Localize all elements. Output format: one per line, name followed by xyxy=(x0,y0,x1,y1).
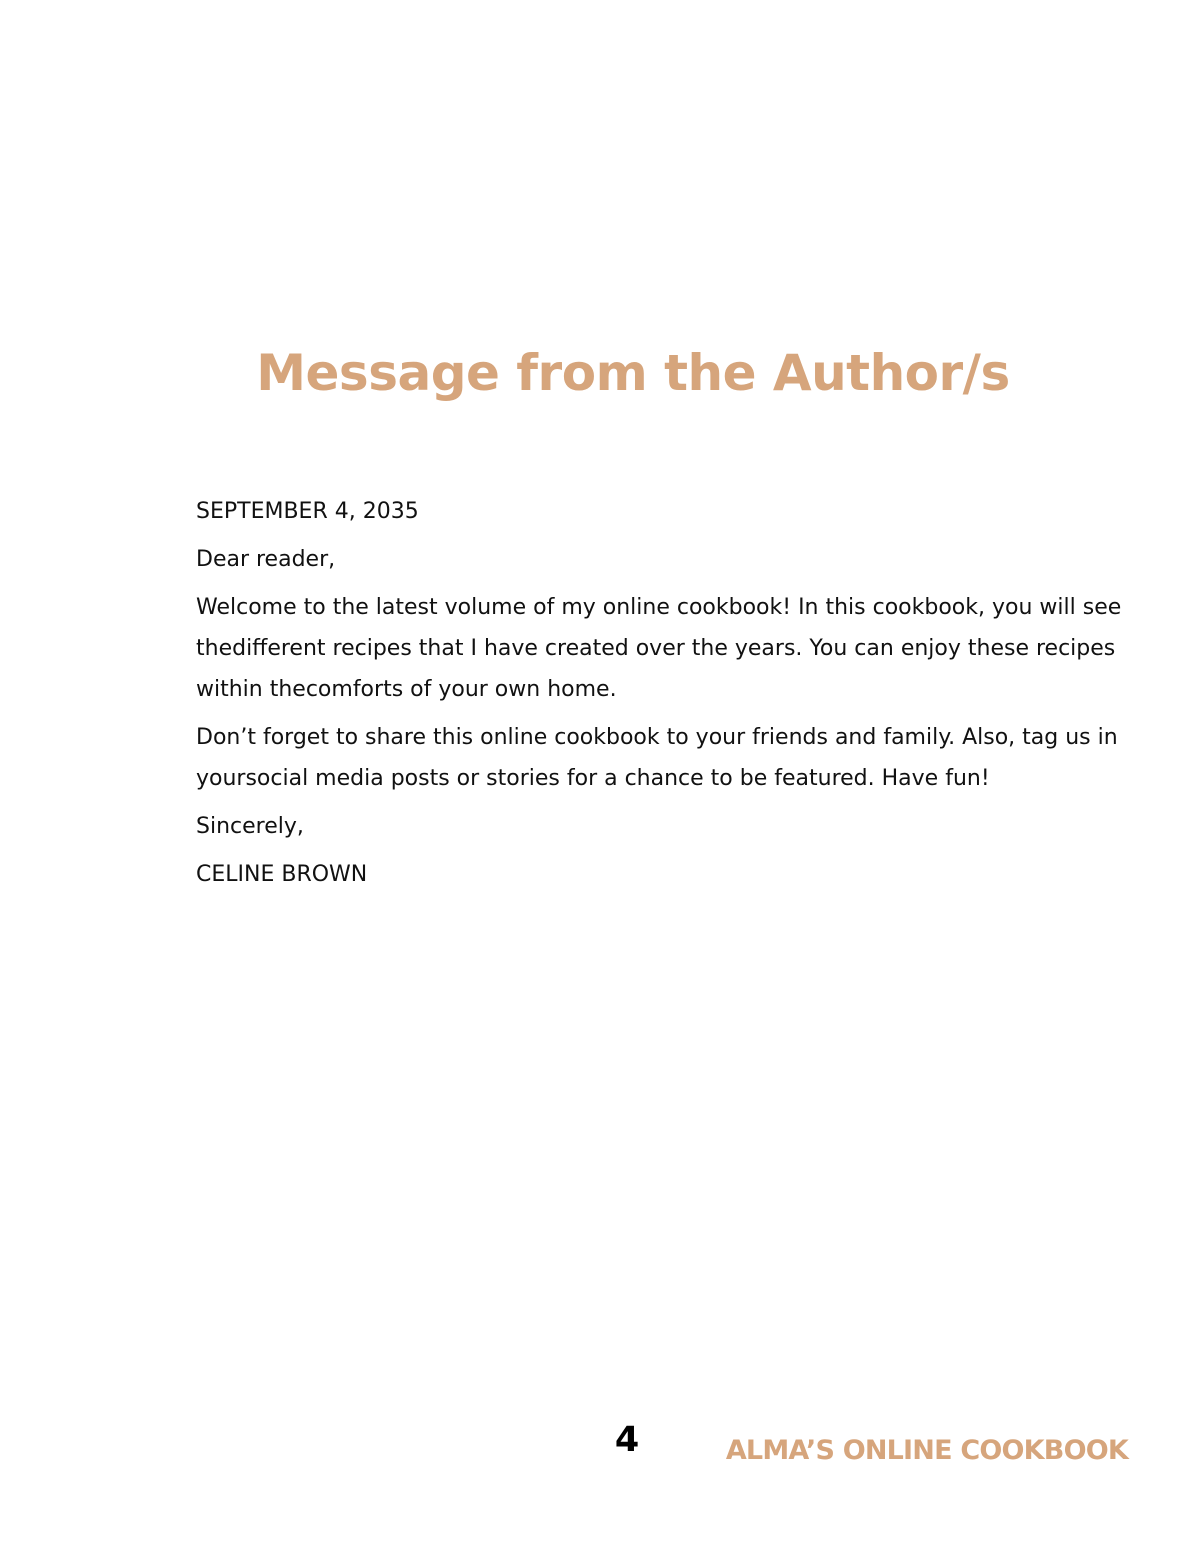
letter-signature: CELINE BROWN xyxy=(196,862,368,887)
footer-brand: ALMA’S ONLINE COOKBOOK xyxy=(725,1435,1128,1466)
author-letter xyxy=(196,491,1126,902)
letter-paragraph: Welcome to the latest volume of my online cookbook! In this cookbook, you will see thedifferent recipes that I have created over the years. You can enjoy these recipes within thecomforts of your own home. xyxy=(196,595,1122,702)
letter-date: SEPTEMBER 4, 2035 xyxy=(196,499,419,524)
letter-paragraph: Don’t forget to share this online cookbook to your friends and family. Also, tag us in yoursocial media posts or stories for a chance to be featured. Have fun! xyxy=(196,725,1118,791)
page-title: Message from the Author/s xyxy=(256,344,1010,402)
page-number: 4 xyxy=(614,1420,640,1460)
letter-closing: Sincerely, xyxy=(196,814,304,839)
letter-salutation: Dear reader, xyxy=(196,547,336,572)
